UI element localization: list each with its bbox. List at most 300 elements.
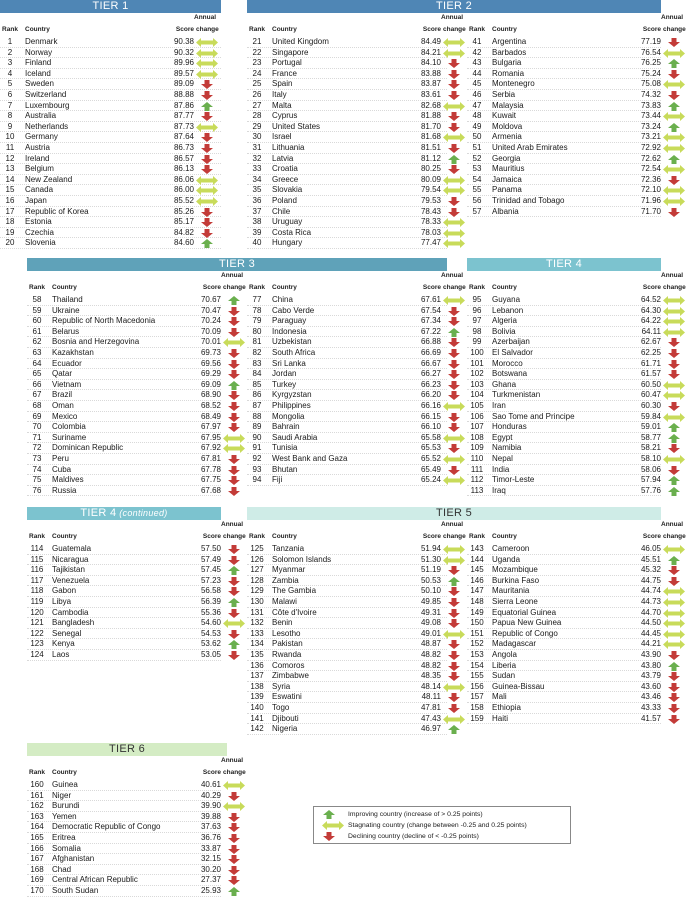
table-row [247, 327, 447, 338]
country-header: Country [492, 26, 517, 33]
table-row [27, 433, 221, 444]
score-cell: 55.36 [200, 607, 221, 617]
table-row [467, 359, 661, 370]
declining-arrow-icon [443, 123, 465, 132]
declining-arrow-icon [196, 218, 218, 227]
score-cell: 30.20 [200, 864, 221, 874]
score-cell: 67.68 [200, 485, 221, 495]
score-cell: 65.53 [420, 443, 441, 453]
country-cell: Central African Republic [52, 875, 138, 885]
table-row [27, 390, 221, 401]
rank-cell: 164 [30, 822, 44, 832]
declining-arrow-icon [223, 556, 245, 565]
change-cell [223, 801, 245, 811]
table-row [247, 650, 447, 661]
country-cell: Mauritius [492, 164, 525, 174]
stagnating-arrow-icon [663, 545, 685, 554]
declining-arrow-icon [223, 651, 245, 660]
country-cell: Armenia [492, 132, 522, 142]
table-row [247, 608, 447, 619]
declining-arrow-icon [223, 834, 245, 843]
tier-table [247, 520, 466, 735]
country-cell: Serbia [492, 90, 516, 99]
score-cell: 84.60 [173, 238, 194, 248]
rank-cell: 113 [470, 485, 484, 495]
table-row [247, 58, 447, 69]
rank-cell: 40 [252, 238, 262, 248]
score-cell: 87.64 [173, 132, 194, 142]
table-row [0, 37, 221, 48]
country-cell: Finland [25, 58, 52, 68]
table-row [467, 412, 661, 423]
stagnating-arrow-icon [443, 239, 465, 248]
rank-cell: 55 [472, 185, 482, 195]
rank-cell: 137 [250, 671, 264, 681]
tier-table [467, 13, 686, 217]
declining-arrow-icon [663, 208, 685, 217]
change-header: change [223, 769, 246, 776]
score-cell: 27.37 [200, 875, 221, 885]
score-cell: 73.83 [640, 100, 661, 110]
rank-cell: 37 [252, 206, 262, 216]
score-cell: 41.57 [640, 713, 661, 723]
declining-arrow-icon [196, 155, 218, 164]
score-cell: 69.09 [200, 379, 221, 389]
stagnating-arrow-icon [663, 197, 685, 206]
score-cell: 71.96 [640, 196, 661, 205]
change-cell [223, 586, 245, 596]
stagnating-arrow-icon [443, 133, 465, 142]
stagnating-arrow-icon [663, 630, 685, 639]
score-cell: 39.90 [200, 801, 221, 811]
table-row [247, 101, 447, 112]
country-cell: Georgia [492, 153, 521, 163]
change-cell [443, 629, 465, 639]
country-cell: Dominican Republic [52, 443, 124, 453]
country-cell: Mexico [52, 411, 78, 421]
declining-arrow-icon [223, 349, 245, 358]
table-row [27, 475, 221, 486]
change-cell [223, 886, 245, 896]
declining-arrow-icon [663, 704, 685, 713]
score-cell: 67.34 [420, 316, 441, 326]
rank-cell: 13 [5, 164, 15, 174]
score-cell: 79.53 [420, 196, 441, 205]
score-cell: 56.58 [200, 586, 221, 596]
rank-cell: 68 [32, 401, 42, 410]
score-cell: 44.70 [640, 607, 661, 617]
stagnating-arrow-icon [663, 587, 685, 596]
score-cell: 65.52 [420, 454, 441, 463]
score-cell: 71.70 [640, 206, 661, 216]
country-header: Country [52, 284, 77, 291]
rank-header: Rank [469, 26, 485, 33]
change-cell [443, 390, 465, 400]
table-row [0, 185, 221, 196]
declining-arrow-icon [223, 855, 245, 864]
score-cell: 68.90 [200, 390, 221, 400]
score-cell: 66.27 [420, 369, 441, 379]
table-row [467, 671, 661, 682]
change-cell [223, 875, 245, 885]
declining-arrow-icon [443, 609, 465, 618]
country-cell: United Kingdom [272, 37, 329, 46]
declining-arrow-icon [663, 360, 685, 369]
declining-arrow-icon [443, 80, 465, 89]
change-cell [663, 661, 685, 671]
change-cell [663, 422, 685, 432]
table-row [467, 475, 661, 486]
table-row [247, 443, 447, 454]
rank-cell: 115 [30, 554, 44, 564]
declining-arrow-icon [443, 423, 465, 432]
rank-cell: 93 [252, 464, 262, 474]
tier-table [0, 13, 221, 249]
rank-cell: 98 [472, 326, 482, 336]
country-cell: Greece [272, 174, 299, 184]
table-row [247, 724, 447, 735]
stagnating-arrow-icon [196, 70, 218, 79]
country-cell: Republic of Congo [492, 628, 558, 638]
declining-arrow-icon [443, 693, 465, 702]
rank-cell: 88 [252, 411, 262, 421]
stagnating-arrow-icon [663, 307, 685, 316]
score-cell: 64.11 [641, 326, 661, 336]
table-row [0, 238, 221, 249]
rank-cell: 138 [250, 681, 264, 691]
table-row [27, 380, 221, 391]
stagnating-arrow-icon [443, 476, 465, 485]
table-row [247, 238, 447, 249]
table-row [27, 401, 221, 412]
country-cell: Botswana [492, 369, 528, 379]
rank-cell: 43 [472, 58, 482, 68]
country-cell: Zambia [272, 575, 299, 585]
rank-header: Rank [249, 284, 265, 291]
country-cell: Romania [492, 68, 525, 78]
change-cell [196, 175, 218, 185]
table-row [467, 692, 661, 703]
change-cell [443, 576, 465, 586]
change-cell [196, 217, 218, 227]
table-row [247, 111, 447, 122]
stagnating-arrow-icon [663, 619, 685, 628]
table-row [27, 359, 221, 370]
stagnating-arrow-icon [663, 598, 685, 607]
score-cell: 72.54 [640, 164, 661, 174]
change-cell [223, 316, 245, 326]
country-cell: Togo [272, 703, 290, 712]
rank-cell: 125 [250, 544, 264, 553]
score-cell: 57.49 [200, 554, 221, 564]
score-cell: 70.24 [200, 316, 221, 326]
score-cell: 47.43 [420, 713, 441, 723]
change-cell [443, 143, 465, 153]
change-cell [443, 228, 465, 238]
change-cell [663, 348, 685, 358]
rank-cell: 21 [252, 37, 262, 46]
rank-cell: 53 [472, 164, 482, 174]
rank-cell: 82 [252, 348, 262, 357]
country-cell: Ecuador [52, 358, 82, 368]
rank-cell: 159 [470, 713, 484, 723]
declining-arrow-icon [443, 197, 465, 206]
declining-arrow-icon [443, 466, 465, 475]
table-row [27, 369, 221, 380]
country-cell: Chile [272, 206, 291, 216]
change-cell [663, 401, 685, 411]
declining-arrow-icon [663, 651, 685, 660]
table-row [247, 661, 447, 672]
country-cell: China [272, 295, 293, 304]
country-cell: United States [272, 121, 321, 131]
score-cell: 84.21 [420, 47, 441, 57]
declining-arrow-icon [443, 566, 465, 575]
country-cell: Azerbaijan [492, 337, 530, 347]
country-cell: Nicaragua [52, 554, 89, 564]
change-cell [196, 79, 218, 89]
rank-cell: 20 [5, 238, 15, 248]
change-cell [223, 650, 245, 660]
country-header: Country [52, 769, 77, 776]
change-cell [443, 692, 465, 702]
score-cell: 69.56 [200, 358, 221, 368]
country-cell: Gabon [52, 586, 77, 596]
country-cell: Nepal [492, 454, 513, 463]
stagnating-arrow-icon [663, 381, 685, 390]
country-cell: Argentina [492, 37, 527, 46]
stagnating-arrow-icon [663, 133, 685, 142]
change-header: change [663, 26, 686, 33]
change-cell [663, 207, 685, 217]
rank-cell: 77 [252, 295, 262, 304]
score-cell: 69.73 [200, 348, 221, 357]
score-cell: 62.25 [640, 348, 661, 357]
declining-arrow-icon [443, 598, 465, 607]
table-row [247, 185, 447, 196]
score-cell: 83.88 [420, 68, 441, 78]
table-row [247, 207, 447, 218]
rank-cell: 106 [470, 411, 484, 421]
country-cell: Cyprus [272, 111, 298, 121]
country-cell: Eritrea [52, 833, 76, 842]
country-cell: Somalia [52, 843, 81, 853]
rank-header: Rank [29, 769, 45, 776]
stagnating-arrow-icon [196, 49, 218, 58]
change-cell [663, 369, 685, 379]
country-cell: Yemen [52, 811, 77, 821]
table-row [247, 295, 447, 306]
country-cell: Croatia [272, 164, 298, 174]
score-cell: 43.80 [640, 660, 661, 670]
rank-cell: 61 [32, 326, 42, 336]
change-cell [443, 555, 465, 565]
rank-cell: 142 [250, 724, 264, 734]
table-row [247, 475, 447, 486]
table-row [27, 465, 221, 476]
country-cell: Germany [25, 132, 58, 142]
change-cell [443, 724, 465, 734]
change-cell [443, 475, 465, 485]
rank-header: Rank [29, 533, 45, 540]
score-cell: 64.30 [640, 305, 661, 315]
change-cell [223, 555, 245, 565]
score-cell: 81.51 [420, 143, 441, 152]
table-row [0, 175, 221, 186]
rank-cell: 160 [30, 780, 44, 789]
table-row [247, 348, 447, 359]
change-cell [196, 196, 218, 206]
country-cell: Poland [272, 196, 297, 205]
country-cell: Eswatini [272, 692, 302, 702]
rank-cell: 144 [470, 554, 484, 564]
country-cell: Jordan [272, 369, 297, 379]
country-cell: Tanzania [272, 544, 305, 553]
improving-arrow-icon [663, 434, 685, 443]
rank-cell: 154 [470, 660, 484, 670]
table-row [467, 327, 661, 338]
improving-arrow-icon [663, 423, 685, 432]
declining-arrow-icon [196, 208, 218, 217]
rank-cell: 111 [470, 464, 484, 474]
change-cell [663, 306, 685, 316]
score-cell: 83.61 [420, 90, 441, 99]
score-cell: 73.24 [640, 121, 661, 131]
rank-cell: 96 [472, 305, 482, 315]
change-cell [663, 465, 685, 475]
declining-arrow-icon [443, 165, 465, 174]
change-cell [663, 618, 685, 628]
declining-arrow-icon [223, 370, 245, 379]
table-row [247, 132, 447, 143]
score-cell: 67.54 [420, 305, 441, 315]
rank-cell: 83 [252, 358, 262, 368]
rank-cell: 10 [5, 132, 15, 142]
country-cell: Trinidad and Tobago [492, 196, 565, 205]
table-row [247, 433, 447, 444]
legend-improving-label: Improving country (increase of > 0.25 points) [348, 811, 483, 818]
change-cell [443, 196, 465, 206]
stagnating-arrow-icon [663, 317, 685, 326]
rank-header: Rank [249, 533, 265, 540]
score-cell: 78.33 [420, 217, 441, 227]
change-cell [443, 327, 465, 337]
tier-banner-label: TIER 4 [80, 507, 117, 519]
declining-arrow-icon [663, 70, 685, 79]
score-cell: 77.19 [640, 37, 661, 46]
country-cell: Estonia [25, 217, 52, 227]
rank-cell: 44 [472, 68, 482, 78]
score-cell: 87.73 [173, 121, 194, 131]
table-row [0, 154, 221, 165]
improving-arrow-icon [443, 577, 465, 586]
rank-cell: 56 [472, 196, 482, 205]
stagnating-arrow-icon [196, 186, 218, 195]
rank-cell: 112 [470, 475, 484, 485]
score-cell: 85.52 [173, 196, 194, 205]
change-cell [443, 586, 465, 596]
change-cell [663, 316, 685, 326]
table-row [467, 337, 661, 348]
score-header: Score [422, 26, 441, 33]
rank-cell: 36 [252, 196, 262, 205]
change-cell [223, 597, 245, 607]
country-cell: Haiti [492, 713, 509, 723]
rank-cell: 100 [470, 348, 484, 357]
improving-arrow-icon [196, 239, 218, 248]
country-cell: France [272, 68, 297, 78]
table-row [467, 122, 661, 133]
declining-arrow-icon [663, 444, 685, 453]
country-cell: Chad [52, 864, 72, 874]
tier-banner-label: TIER 4 [545, 258, 583, 270]
score-cell: 56.39 [200, 597, 221, 606]
improving-arrow-icon [663, 59, 685, 68]
table-row [467, 175, 661, 186]
change-cell [223, 576, 245, 586]
change-cell [196, 228, 218, 238]
score-cell: 75.24 [640, 68, 661, 78]
country-cell: Algeria [492, 316, 517, 326]
change-cell [443, 122, 465, 132]
table-row [27, 886, 221, 897]
table-row [247, 597, 447, 608]
change-cell [223, 327, 245, 337]
rank-cell: 97 [472, 316, 482, 326]
score-cell: 53.62 [200, 639, 221, 649]
change-cell [663, 37, 685, 47]
country-cell: Kuwait [492, 111, 517, 121]
stagnating-arrow-icon [443, 630, 465, 639]
change-cell [443, 565, 465, 575]
declining-arrow-icon [443, 587, 465, 596]
declining-arrow-icon [443, 349, 465, 358]
change-cell [663, 565, 685, 575]
change-cell [663, 111, 685, 121]
country-cell: Cabo Verde [272, 305, 315, 315]
country-cell: Spain [272, 79, 293, 89]
table-row [467, 586, 661, 597]
stagnating-arrow-icon [443, 556, 465, 565]
score-cell: 73.44 [640, 111, 661, 121]
tier-banner [247, 0, 661, 13]
stagnating-arrow-icon [443, 455, 465, 464]
table-row [27, 801, 221, 812]
declining-arrow-icon [663, 38, 685, 47]
table-row [247, 639, 447, 650]
table-row [0, 90, 221, 101]
country-cell: Panama [492, 185, 522, 195]
score-header: Score [202, 533, 221, 540]
declining-arrow-icon [223, 487, 245, 496]
change-cell [443, 661, 465, 671]
table-row [27, 306, 221, 317]
score-cell: 48.87 [420, 639, 441, 649]
change-cell [663, 101, 685, 111]
country-cell: Lesotho [272, 628, 301, 638]
score-cell: 87.86 [173, 100, 194, 110]
annual-change-header: Annual [661, 272, 684, 279]
country-cell: Comoros [272, 660, 305, 670]
score-cell: 53.05 [200, 650, 221, 659]
rank-cell: 162 [30, 801, 44, 811]
declining-arrow-icon [443, 704, 465, 713]
table-row [0, 132, 221, 143]
table-row [467, 164, 661, 175]
rank-cell: 167 [30, 854, 44, 864]
score-cell: 37.63 [200, 822, 221, 832]
change-cell [223, 390, 245, 400]
